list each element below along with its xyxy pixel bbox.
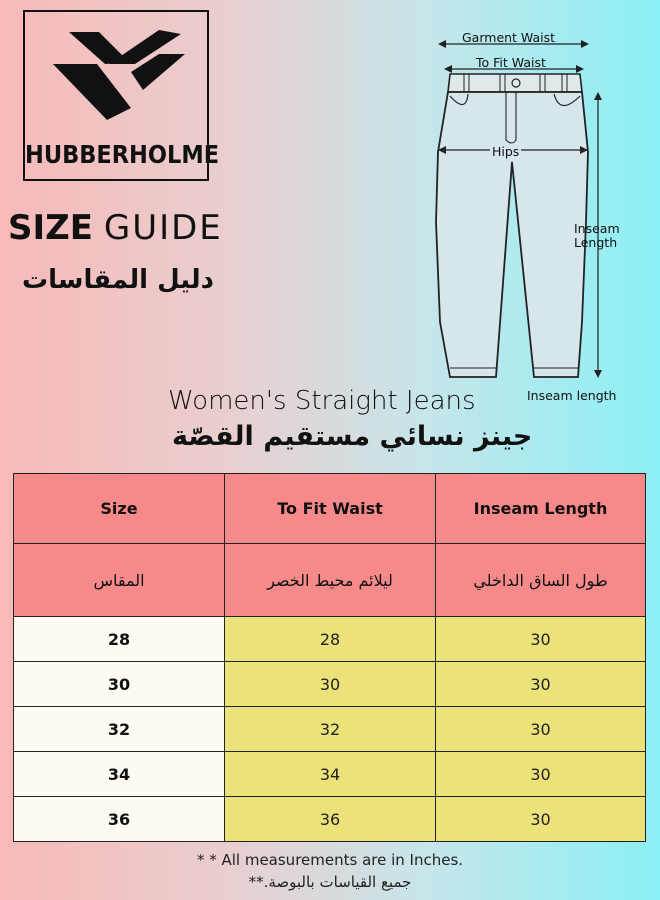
table-row [14,707,646,752]
table-row [14,617,646,662]
size-cell: 36 [14,797,225,842]
header-inseam-length: Inseam Length [436,474,646,544]
size-guide-arabic: دليل المقاسات [22,265,215,295]
brand-mark-icon [47,24,187,124]
inseam-cell: 30 [436,752,646,797]
measurement-note-arabic: جميع القياسات بالبوصة.** [248,873,412,891]
inseam-cell: 30 [436,797,646,842]
header-size-arabic: المقاس [14,544,225,617]
header-to-fit-waist: To Fit Waist [225,474,436,544]
header-size: Size [14,474,225,544]
waist-cell: 32 [225,707,436,752]
product-title-arabic: جينز نسائي مستقيم القصّة [172,421,533,452]
table-row [14,662,646,707]
size-cell: 28 [14,617,225,662]
waist-cell: 34 [225,752,436,797]
header-inseam-length-arabic: طول الساق الداخلي [436,544,646,617]
size-guide-bold: SIZE [8,208,94,248]
product-title: Women's Straight Jeans [168,386,476,416]
inseam-length-label-2: Length [574,235,618,250]
brand-logo [23,10,220,181]
to-fit-waist-label: To Fit Waist [476,55,546,70]
waist-cell: 28 [225,617,436,662]
inseam-length-label-1: Inseam [574,221,620,236]
garment-waist-label: Garment Waist [462,30,556,45]
table-row [14,797,646,842]
table-header-arabic-row [14,544,646,617]
hips-label: Hips [492,144,520,159]
size-cell: 30 [14,662,225,707]
waist-cell: 36 [225,797,436,842]
jeans-diagram [420,22,660,412]
inseam-cell: 30 [436,617,646,662]
inseam-length-bottom-label: Inseam length [527,388,617,403]
waist-cell: 30 [225,662,436,707]
size-guide-light: GUIDE [103,208,223,248]
header-to-fit-waist-arabic: ليلائم محيط الخصر [225,544,436,617]
measurement-note: * * All measurements are in Inches. [196,851,464,869]
size-table [13,473,646,842]
inseam-cell: 30 [436,707,646,752]
jeans-illustration [420,22,660,412]
size-guide-title [8,208,223,248]
brand-name: HUBBERHOLME [25,140,220,169]
inseam-cell: 30 [436,662,646,707]
size-cell: 32 [14,707,225,752]
table-row [14,752,646,797]
size-cell: 34 [14,752,225,797]
table-header-row [14,474,646,544]
